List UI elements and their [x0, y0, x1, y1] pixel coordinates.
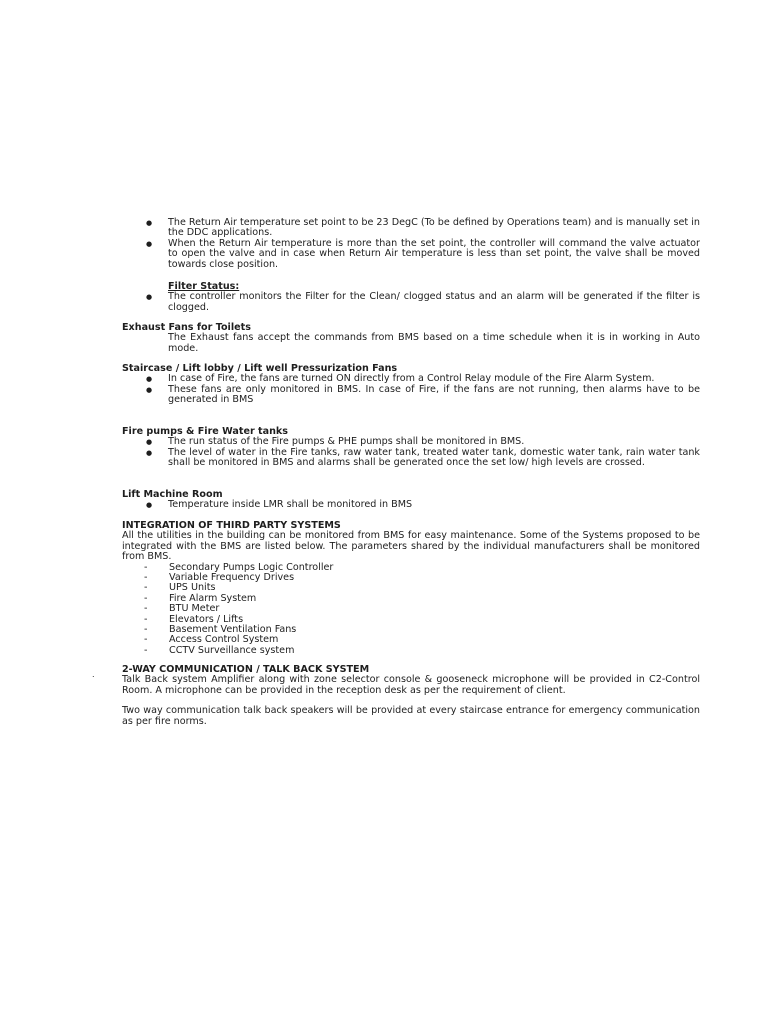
integration-item: - Basement Ventilation Fans: [122, 625, 700, 635]
exhaust-fans-text: The Exhaust fans accept the commands from BMS based on a time schedule when it is in working in Auto mode.: [168, 332, 700, 354]
talkback-text-2: Two way communication talk back speakers will be provided at every staircase entrance for emergency communication as per fire norms.: [122, 705, 700, 727]
integration-item: - UPS Units: [122, 583, 700, 593]
filter-status-section: [122, 282, 700, 313]
lift-machine-bullet-1: ● Temperature inside LMR shall be monitored in BMS: [122, 500, 700, 510]
integration-item: - BTU Meter: [122, 604, 700, 614]
talkback-section: [122, 665, 700, 727]
integration-item: - Variable Frequency Drives: [122, 573, 700, 583]
talkback-text-1: Talk Back system Amplifier along with zone selector console & gooseneck microphone will be provided in C2-Control Room. A microphone can be provided in the reception desk as per the requirement of client.: [122, 674, 700, 696]
staircase-heading: Staircase / Lift lobby / Lift well Pressurization Fans: [122, 363, 398, 374]
lift-machine-section: [122, 490, 700, 511]
integration-item: - Fire Alarm System: [122, 594, 700, 604]
return-air-section: [122, 218, 700, 270]
talkback-heading: 2-WAY COMMUNICATION / TALK BACK SYSTEM: [122, 664, 370, 675]
stray-mark: .: [92, 670, 95, 679]
staircase-bullets: [122, 374, 700, 405]
lift-machine-bullets: [122, 500, 700, 510]
integration-item: - CCTV Surveillance system: [122, 646, 700, 656]
integration-heading: INTEGRATION OF THIRD PARTY SYSTEMS: [122, 520, 341, 531]
exhaust-fans-section: [122, 323, 700, 354]
staircase-bullet-1: ● In case of Fire, the fans are turned ON directly from a Control Relay module of the Fire Alarm System.: [122, 374, 700, 384]
return-air-bullet-1: ● The Return Air temperature set point to be 23 DegC (To be defined by Operations team) and is manually set in the DDC applications.: [122, 218, 700, 239]
filter-status-bullet-1: ● The controller monitors the Filter for the Clean/ clogged status and an alarm will be generated if the filter is clogged.: [122, 292, 700, 313]
return-air-bullets: [122, 218, 700, 270]
integration-item: - Secondary Pumps Logic Controller: [122, 563, 700, 573]
exhaust-fans-heading: Exhaust Fans for Toilets: [122, 322, 251, 333]
integration-item: - Elevators / Lifts: [122, 615, 700, 625]
fire-pumps-heading: Fire pumps & Fire Water tanks: [122, 426, 289, 437]
integration-item: - Access Control System: [122, 635, 700, 645]
fire-pumps-bullet-2: ● The level of water in the Fire tanks, raw water tank, treated water tank, domestic water tank, rain water tank shall be monitored in BMS and alarms shall be generated once the set low/ high levels are crossed.: [122, 448, 700, 469]
staircase-section: [122, 364, 700, 406]
fire-pumps-bullets: [122, 437, 700, 468]
staircase-bullet-2: ● These fans are only monitored in BMS. In case of Fire, if the fans are not running, then alarms have to be generated in BMS: [122, 385, 700, 406]
filter-status-heading: Filter Status:: [168, 281, 240, 292]
fire-pumps-section: [122, 427, 700, 469]
integration-list: [122, 563, 700, 657]
return-air-bullet-2: ● When the Return Air temperature is more than the set point, the controller will command the valve actuator to open the valve and in case when Return Air temperature is less than set point, the valve shall be moved towards close position.: [122, 239, 700, 270]
integration-text: All the utilities in the building can be monitored from BMS for easy maintenance. Some of the Systems proposed to be integrated with the BMS are listed below. The parameters shared by the individual manufacturers shall be monitored from BMS.: [122, 530, 700, 563]
lift-machine-heading: Lift Machine Room: [122, 489, 223, 500]
integration-section: [122, 521, 700, 656]
filter-status-bullets: [122, 292, 700, 313]
fire-pumps-bullet-1: ● The run status of the Fire pumps & PHE pumps shall be monitored in BMS.: [122, 437, 700, 447]
